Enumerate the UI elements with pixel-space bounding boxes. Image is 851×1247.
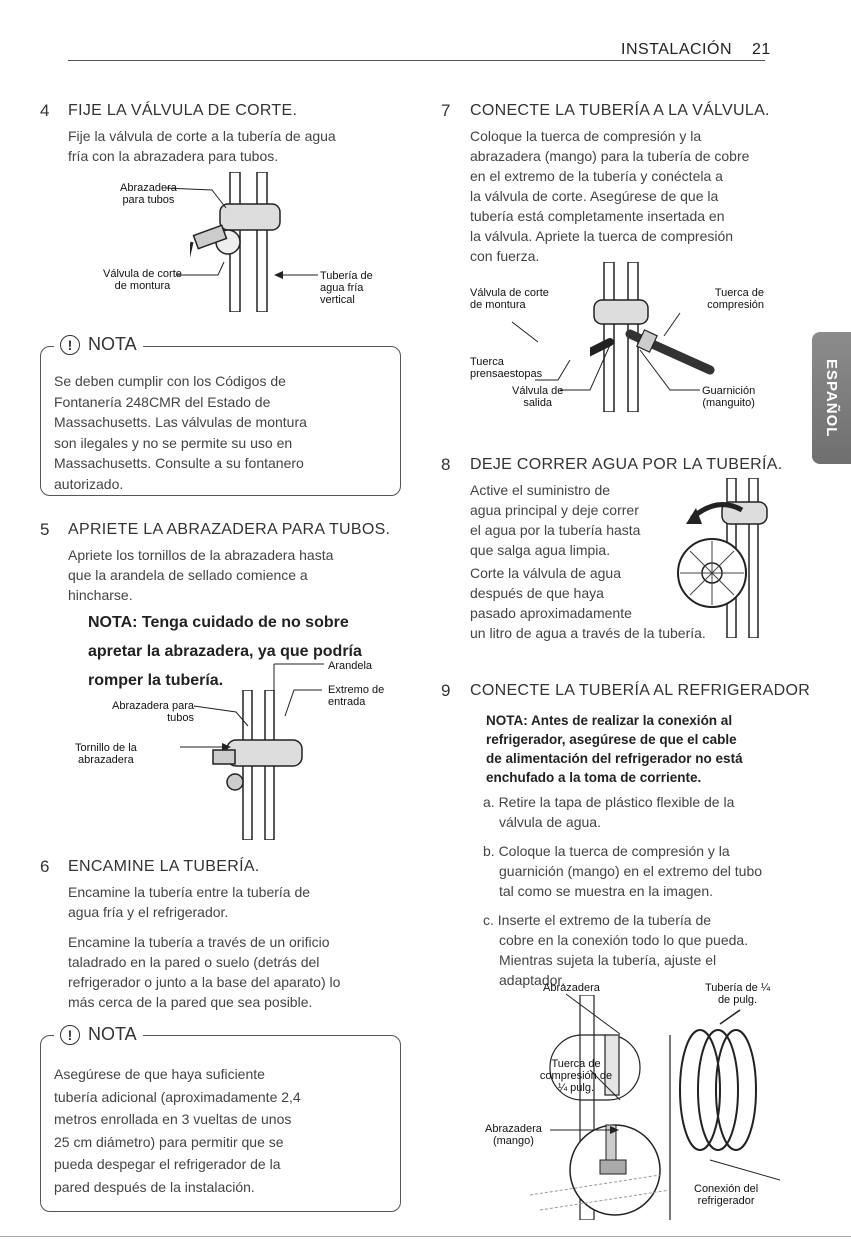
step-4-title: FIJE LA VÁLVULA DE CORTE. bbox=[68, 102, 298, 119]
label-clamp-screw: Tornillo de la abrazadera bbox=[75, 742, 137, 766]
water-valve-handle-illustration bbox=[672, 478, 777, 638]
label-compression-nut: Tuerca de compresión bbox=[707, 287, 764, 311]
note-2-header: ! NOTA bbox=[54, 1024, 143, 1045]
language-tab-label: ESPAÑOL bbox=[823, 358, 840, 438]
step-9-title: CONECTE LA TUBERÍA AL REFRIGERADOR bbox=[470, 682, 811, 699]
label-tube-9: Tubería de ¼ de pulg. bbox=[705, 982, 771, 1006]
step-7-title: CONECTE LA TUBERÍA A LA VÁLVULA. bbox=[470, 102, 770, 119]
step-8-title: DEJE CORRER AGUA POR LA TUBERÍA. bbox=[470, 456, 783, 473]
label-valve-7: Válvula de corte de montura bbox=[470, 287, 549, 311]
step-6-text-2: Encamine la tubería a través de un orificio taladrado en la pared o suelo (detrás del refrigerador o junto a la base del aparato) lo más cerca de la pared que sea posible. bbox=[68, 934, 341, 1010]
note-1-header: ! NOTA bbox=[54, 334, 143, 355]
step-8-number: 8 bbox=[441, 455, 451, 474]
step-9-item-c: c. Inserte el extremo de la tubería de cobre en la conexión todo lo que pueda. Mientras sujeta la tubería, ajuste el adaptador. bbox=[483, 912, 749, 988]
step-5-title: APRIETE LA ABRAZADERA PARA TUBOS. bbox=[68, 521, 391, 538]
step-9-number: 9 bbox=[441, 681, 451, 700]
step-9-item-b: b. Coloque la tuerca de compresión y la guarnición (mango) en el extremo del tubo tal como se muestra en la imagen. bbox=[483, 843, 763, 899]
label-clamp-5: Abrazadera para tubos bbox=[112, 700, 194, 724]
step-6-title: ENCAMINE LA TUBERÍA. bbox=[68, 858, 260, 875]
label-fridge-connection: Conexión del refrigerador bbox=[694, 1183, 759, 1207]
label-pipe-clamp: Abrazadera para tubos bbox=[120, 182, 177, 206]
label-outlet-valve: Válvula de salida bbox=[512, 385, 564, 409]
info-icon: ! bbox=[60, 1025, 80, 1045]
step-7-text: Coloque la tuerca de compresión y la abrazadera (mango) para la tubería de cobre en el extremo de la tubería y conéctela a la válvula de corte. Asegúrese de que la tubería está completamente insertada en la válvula. Apriete la tuerca de compresión con fuerza. bbox=[470, 128, 750, 264]
step-4-text: Fije la válvula de corte a la tubería de agua fría con la abrazadera para tubos. bbox=[68, 128, 336, 164]
label-washer: Arandela bbox=[328, 660, 373, 672]
step-5-warning: NOTA: Tenga cuidado de no sobre apretar la abrazadera, ya que podría romper la tubería. bbox=[88, 614, 362, 689]
label-inlet-end: Extremo de entrada bbox=[328, 684, 385, 708]
note-1-text: Se deben cumplir con los Códigos de Fontanería 248CMR del Estado de Massachusetts. Las válvulas de montura son ilegales y no se permite su uso en Massachusetts. Consulte a su fontanero autorizado. bbox=[54, 373, 307, 492]
note-2-text: Asegúrese de que haya suficiente tubería adicional (aproximadamente 2,4 metros enrollada en 3 vueltas de unos 25 cm diámetro) para permitir que se pueda despegar el refrigerador de la pared después de la instalación. bbox=[54, 1066, 301, 1195]
label-packing-nut: Tuerca prensaestopas bbox=[470, 356, 543, 380]
bottom-rule bbox=[0, 1236, 851, 1237]
step-6-text-1: Encamine la tubería entre la tubería de agua fría y el refrigerador. bbox=[68, 884, 311, 920]
label-handle-9: Abrazadera (mango) bbox=[485, 1123, 542, 1147]
step-4-number: 4 bbox=[40, 101, 50, 120]
label-sleeve: Guarnición (manguito) bbox=[702, 385, 756, 409]
step-6-number: 6 bbox=[40, 857, 50, 876]
step-7-number: 7 bbox=[441, 101, 451, 120]
page-number: 21 bbox=[752, 41, 771, 58]
label-compression-nut-9: Tuerca de compresión de ¼ pulg. bbox=[539, 1058, 613, 1094]
section-title: INSTALACIÓN bbox=[621, 41, 732, 58]
info-icon: ! bbox=[60, 335, 80, 355]
step-5-number: 5 bbox=[40, 520, 50, 539]
step-9-warning: NOTA: Antes de realizar la conexión al refrigerador, asegúrese de que el cable de alimentación del refrigerador no está enchufado a la toma de corriente. bbox=[486, 713, 743, 785]
label-cold-pipe: Tubería de agua fría vertical bbox=[320, 270, 373, 306]
step-9-item-a: a. Retire la tapa de plástico flexible de la válvula de agua. bbox=[483, 794, 735, 830]
label-clamp-9: Abrazadera bbox=[543, 982, 600, 994]
step-8-text-1: Active el suministro de agua principal y deje correr el agua por la tubería hasta que salga agua limpia. bbox=[470, 482, 641, 558]
step-5-text: Apriete los tornillos de la abrazadera hasta que la arandela de sellado comience a hincharse. bbox=[68, 547, 334, 603]
label-saddle-valve: Válvula de corte de montura bbox=[103, 268, 182, 292]
step-8-text-2: Corte la válvula de agua después de que haya pasado aproximadamente un litro de agua a través de la tubería. bbox=[470, 565, 706, 641]
